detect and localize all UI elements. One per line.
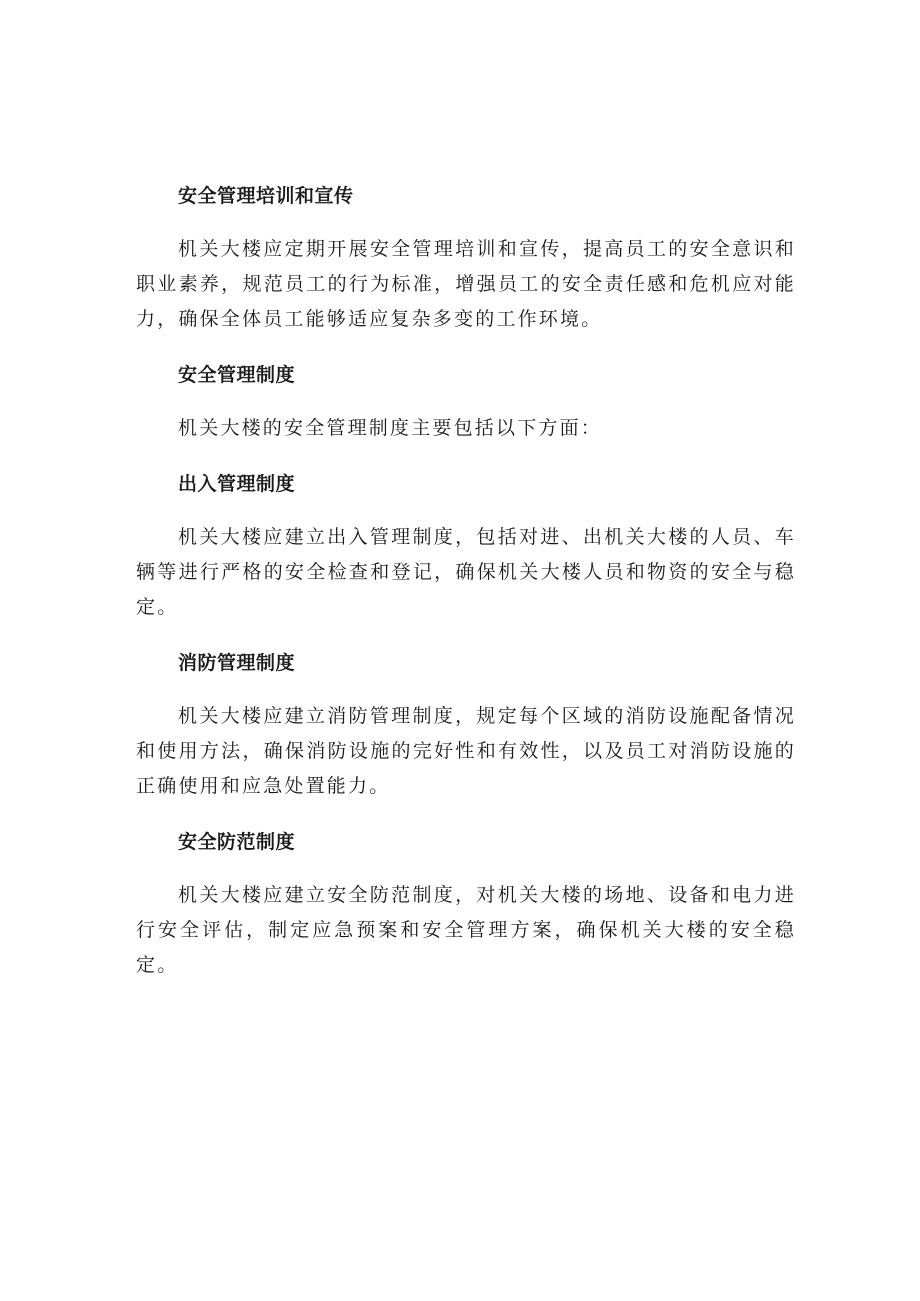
section-paragraph: 机关大楼应建立消防管理制度，规定每个区域的消防设施配备情况和使用方法，确保消防设施的完好性和有效性，以及员工对消防设施的正确使用和应急处置能力。 bbox=[136, 705, 796, 797]
document-page bbox=[136, 182, 796, 983]
section-heading: 消防管理制度 bbox=[178, 652, 296, 674]
section-heading: 安全管理培训和宣传 bbox=[178, 185, 354, 207]
section-management-system bbox=[136, 361, 796, 470]
section-security-prevention bbox=[136, 828, 796, 983]
section-heading: 出入管理制度 bbox=[178, 473, 296, 495]
section-access-control bbox=[136, 470, 796, 649]
section-heading: 安全防范制度 bbox=[178, 831, 296, 853]
section-training bbox=[136, 182, 796, 361]
section-paragraph: 机关大楼应建立出入管理制度，包括对进、出机关大楼的人员、车辆等进行严格的安全检查和登记，确保机关大楼人员和物资的安全与稳定。 bbox=[136, 526, 796, 618]
section-paragraph: 机关大楼应定期开展安全管理培训和宣传，提高员工的安全意识和职业素养，规范员工的行为标准，增强员工的安全责任感和危机应对能力，确保全体员工能够适应复杂多变的工作环境。 bbox=[136, 238, 796, 330]
section-paragraph: 机关大楼的安全管理制度主要包括以下方面： bbox=[178, 417, 603, 439]
section-heading: 安全管理制度 bbox=[178, 364, 296, 386]
section-fire-safety bbox=[136, 649, 796, 828]
section-paragraph: 机关大楼应建立安全防范制度，对机关大楼的场地、设备和电力进行安全评估，制定应急预案和安全管理方案，确保机关大楼的安全稳定。 bbox=[136, 884, 796, 976]
